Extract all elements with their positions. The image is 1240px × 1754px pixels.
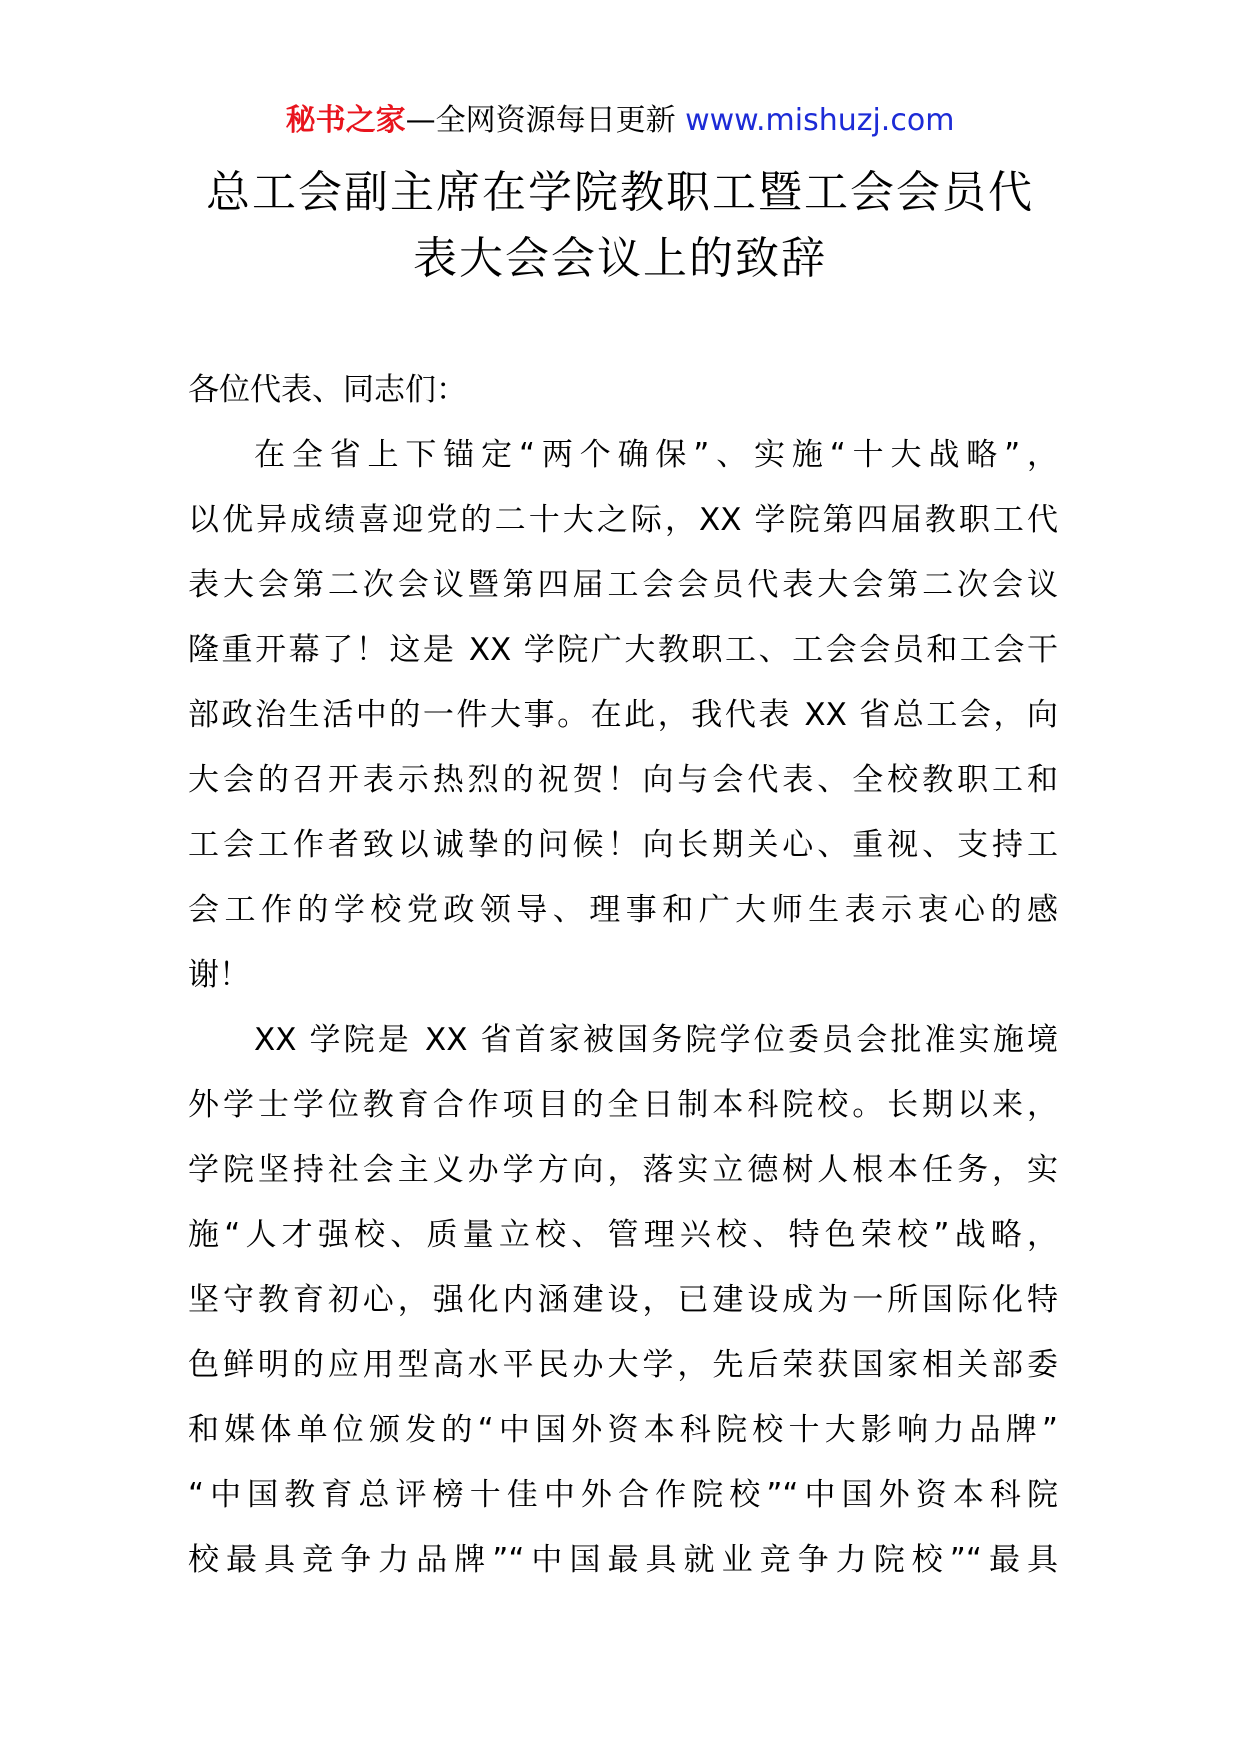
paragraph-1-line: 工会工作者致以诚挚的问候！向长期关心、重视、支持工	[188, 827, 1058, 863]
site-url: www.mishuzj.com	[675, 103, 955, 138]
paragraph-1-line: 以优异成绩喜迎党的二十大之际，XX 学院第四届教职工代	[188, 502, 1058, 538]
paragraph-2-line: 色鲜明的应用型高水平民办大学，先后荣获国家相关部委	[188, 1347, 1058, 1383]
paragraph-2-line: 学院坚持社会主义办学方向，落实立德树人根本任务，实	[188, 1152, 1058, 1188]
salutation: 各位代表、同志们：	[188, 372, 467, 408]
title-line-1: 总工会副主席在学院教职工暨工会会员代	[206, 167, 1034, 218]
paragraph-1-line: 部政治生活中的一件大事。在此，我代表 XX 省总工会，向	[188, 697, 1058, 733]
paragraph-1-line: 在全省上下锚定“两个确保”、实施“十大战略”，	[254, 437, 1058, 473]
brand-name: 秘书之家	[285, 103, 406, 138]
paragraph-2-line: “中国教育总评榜十佳中外合作院校”“中国外资本科院	[188, 1477, 1058, 1513]
title-line-2: 表大会会议上的致辞	[413, 233, 827, 284]
paragraph-1-line: 表大会第二次会议暨第四届工会会员代表大会第二次会议	[188, 567, 1058, 603]
paragraph-2-line: 坚守教育初心，强化内涵建设，已建设成为一所国际化特	[188, 1282, 1058, 1318]
paragraph-2-line: 施“人才强校、质量立校、管理兴校、特色荣校”战略，	[188, 1217, 1058, 1253]
brand-slogan: —全网资源每日更新	[405, 103, 676, 138]
paragraph-1-line: 大会的召开表示热烈的祝贺！向与会代表、全校教职工和	[188, 762, 1058, 798]
watermark-header	[0, 98, 1240, 144]
paragraph-2-line: 和媒体单位颁发的“中国外资本科院校十大影响力品牌”	[188, 1412, 1058, 1448]
paragraph-2-line: 外学士学位教育合作项目的全日制本科院校。长期以来，	[188, 1087, 1058, 1123]
document-title	[0, 160, 1240, 292]
paragraph-2-line: 校最具竞争力品牌”“中国最具就业竞争力院校”“最具	[188, 1542, 1058, 1578]
paragraph-1-line: 谢！	[188, 957, 250, 993]
paragraph-2-line: XX 学院是 XX 省首家被国务院学位委员会批准实施境	[254, 1022, 1058, 1058]
document-body	[188, 358, 1058, 1593]
paragraph-1-line: 隆重开幕了！这是 XX 学院广大教职工、工会会员和工会干	[188, 632, 1058, 668]
paragraph-1-line: 会工作的学校党政领导、理事和广大师生表示衷心的感	[188, 892, 1058, 928]
